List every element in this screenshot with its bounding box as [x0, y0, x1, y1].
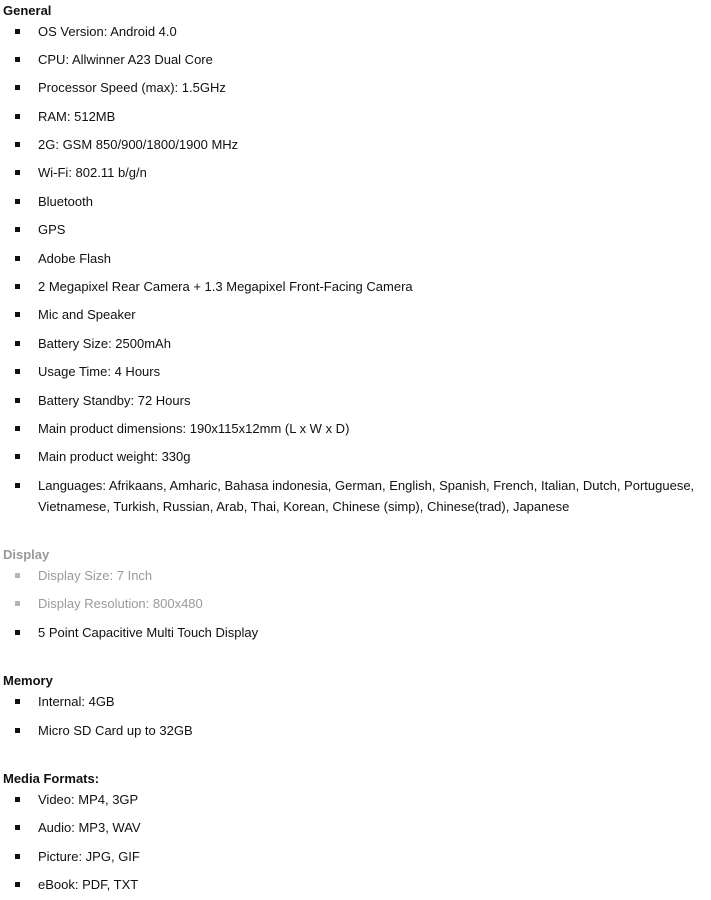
section-title-memory: Memory [3, 673, 53, 688]
square-bullet-icon [15, 454, 20, 459]
square-bullet-icon [15, 57, 20, 62]
square-bullet-icon [15, 170, 20, 175]
square-bullet-icon [15, 825, 20, 830]
list-item-text: Adobe Flash [38, 251, 111, 266]
square-bullet-icon [15, 728, 20, 733]
list-item-text: Bluetooth [38, 194, 93, 209]
square-bullet-icon [15, 114, 20, 119]
square-bullet-icon [15, 284, 20, 289]
list-item-text: Processor Speed (max): 1.5GHz [38, 80, 226, 95]
list-item-text: Languages: Afrikaans, Amharic, Bahasa indonesia, German, English, Spanish, French, Italian, Dutch, Portuguese, Vietnamese, Turkish, Russian, Arab, Thai, Korean, Chinese (simp), Chinese(trad), Japanese [38, 478, 695, 514]
list-item-text: Picture: JPG, GIF [38, 849, 140, 864]
list-item-text: eBook: PDF, TXT [38, 877, 139, 892]
square-bullet-icon [15, 601, 20, 606]
square-bullet-icon [15, 854, 20, 859]
list-item-text: RAM: 512MB [38, 109, 116, 124]
list-item-text: 2 Megapixel Rear Camera + 1.3 Megapixel Front-Facing Camera [38, 279, 413, 294]
list-item-text: CPU: Allwinner A23 Dual Core [38, 52, 213, 67]
list-item-text: 2G: GSM 850/900/1800/1900 MHz [38, 137, 239, 152]
list-item-text: 5 Point Capacitive Multi Touch Display [38, 625, 259, 640]
list-item-text: Wi-Fi: 802.11 b/g/n [38, 165, 147, 180]
list-item-text: Main product weight: 330g [38, 449, 191, 464]
square-bullet-icon [15, 227, 20, 232]
square-bullet-icon [15, 312, 20, 317]
list-item-text: Usage Time: 4 Hours [38, 364, 161, 379]
square-bullet-icon [15, 341, 20, 346]
list-item-text: GPS [38, 222, 66, 237]
section-title-general: General [3, 3, 52, 18]
square-bullet-icon [15, 369, 20, 374]
square-bullet-icon [15, 256, 20, 261]
list-item-text: Battery Size: 2500mAh [38, 336, 171, 351]
list-item-text: Internal: 4GB [38, 694, 115, 709]
square-bullet-icon [15, 398, 20, 403]
list-item-text: Main product dimensions: 190x115x12mm (L x W x D) [38, 421, 350, 436]
square-bullet-icon [15, 573, 20, 578]
square-bullet-icon [15, 630, 20, 635]
square-bullet-icon [15, 797, 20, 802]
list-item-text: Battery Standby: 72 Hours [38, 393, 191, 408]
square-bullet-icon [15, 29, 20, 34]
square-bullet-icon [15, 699, 20, 704]
square-bullet-icon [15, 142, 20, 147]
square-bullet-icon [15, 85, 20, 90]
square-bullet-icon [15, 199, 20, 204]
list-item-text: Display Resolution: 800x480 [38, 596, 203, 611]
list-item-text: Mic and Speaker [38, 307, 136, 322]
section-title-media-formats: Media Formats: [3, 771, 100, 786]
square-bullet-icon [15, 882, 20, 887]
list-item-text: Display Size: 7 Inch [38, 568, 153, 583]
list-item-text: Micro SD Card up to 32GB [38, 723, 193, 738]
square-bullet-icon [15, 426, 20, 431]
list-item [0, 475, 711, 517]
list-item-text: OS Version: Android 4.0 [38, 24, 177, 39]
list-item-text: Video: MP4, 3GP [38, 792, 139, 807]
section-title-display: Display [3, 547, 50, 562]
square-bullet-icon [15, 483, 20, 488]
list-item-text: Audio: MP3, WAV [38, 820, 141, 835]
